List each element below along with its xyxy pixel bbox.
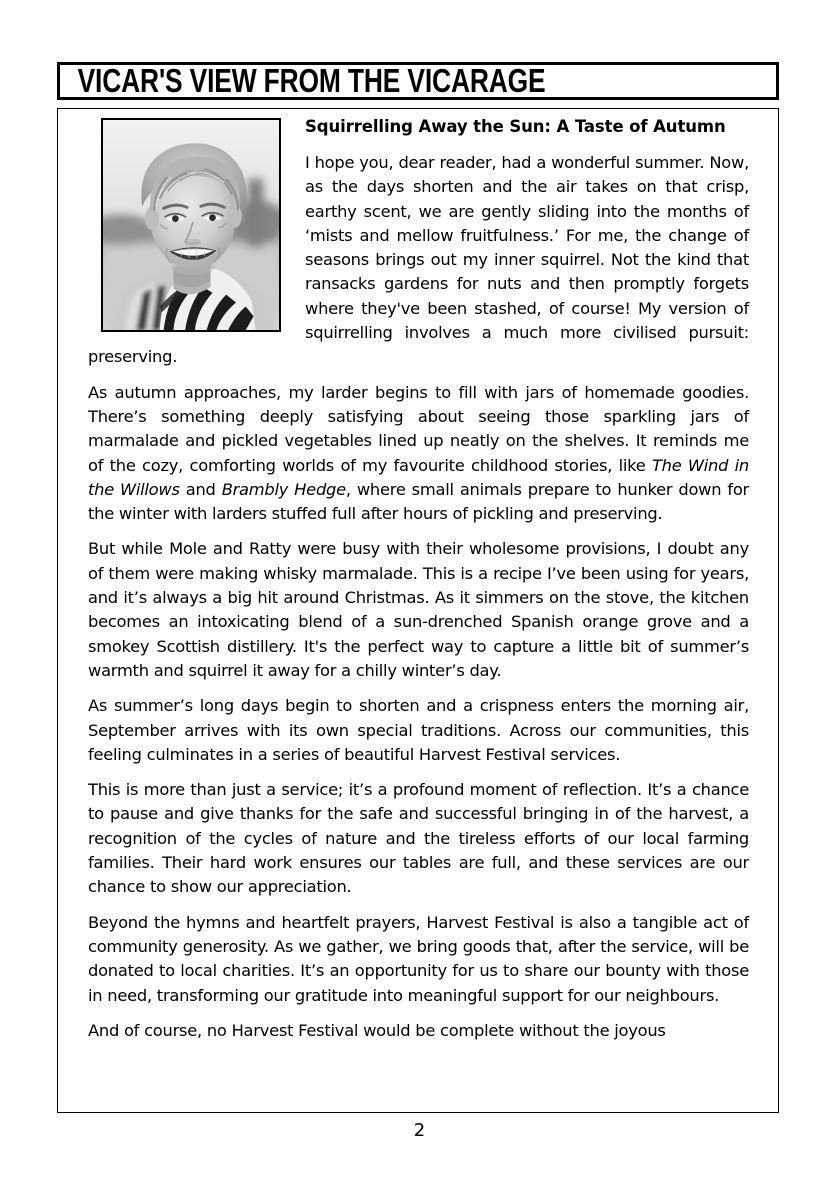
paragraph-6-text: Beyond the hymns and heartfelt prayers, Harvest Festival is also a tangible act of community generosity. As we gather, we bring goods that, after the service, will be donated to local charities. It’s an opportunity for us to share our bounty with those in need, transforming our gratitude into meaningful support for our neighbours.: [88, 912, 749, 1005]
paragraph-5: [88, 778, 749, 899]
paragraph-2-text-b: and: [179, 479, 222, 499]
paragraph-2-text-c: , where small animals prepare to hunker down for the winter with larders stuffed full after hours of pickling and preserving.: [88, 479, 749, 524]
section-title-box: [57, 62, 779, 100]
article-heading: Squirrelling Away the Sun: A Taste of Autumn: [305, 117, 726, 136]
vicar-portrait-photo: [101, 118, 281, 332]
portrait-image: [103, 120, 279, 330]
article-body: [88, 113, 749, 1043]
paragraph-2-text-a: As autumn approaches, my larder begins to fill with jars of homemade goodies. There’s something deeply satisfying about seeing those sparkling jars of marmalade and pickled vegetables lined up neatly on the shelves. It reminds me of the cozy, comforting worlds of my favourite childhood stories, like: [88, 382, 749, 475]
paragraph-7-continued: [88, 1019, 749, 1043]
book-title-brambly-hedge: Brambly Hedge: [221, 479, 346, 499]
page-number: 2: [413, 1120, 426, 1141]
section-title: VICAR'S VIEW FROM THE VICARAGE: [77, 61, 546, 99]
paragraph-7-text: And of course, no Harvest Festival would be complete without the joyous: [88, 1020, 666, 1040]
paragraph-6: [88, 911, 749, 1008]
paragraph-3-text: But while Mole and Ratty were busy with their wholesome provisions, I doubt any of them were making whisky marmalade. This is a recipe I’ve been using for years, and it’s always a big hit around Christmas. As it simmers on the stove, the kitchen becomes an intoxicating blend of a sun-drenched Spanish orange grove and a smokey Scottish distillery. It's the perfect way to capture a little bit of summer’s warmth and squirrel it away for a chilly winter’s day.: [88, 539, 749, 680]
book-title-wind-in-the-willows: The Wind in the Willows: [88, 455, 750, 499]
paragraph-2: [88, 381, 749, 527]
paragraph-5-text: This is more than just a service; it’s a profound moment of reflection. It’s a chance to pause and give thanks for the safe and successful bringing in of the harvest, a recognition of the cycles of nature and the tireless efforts of our local farming families. Their hard work ensures our tables are full, and these services are our chance to show our appreciation.: [88, 780, 749, 897]
paragraph-4-text: As summer’s long days begin to shorten and a crispness enters the morning air, September arrives with its own special traditions. Across our communities, this feeling culminates in a series of beautiful Harvest Festival services.: [88, 696, 749, 764]
paragraph-4: [88, 694, 749, 767]
article-frame: [57, 108, 779, 1113]
paragraph-3: [88, 537, 749, 683]
paragraph-1-text: I hope you, dear reader, had a wonderful summer. Now, as the days shorten and the air takes on that crisp, earthy scent, we are gently sliding into the months of ‘mists and mellow fruitfulness.’ For me, the change of seasons brings out my inner squirrel. Not the kind that ransacks gardens for nuts and then promptly forgets where they've been stashed, of course! My version of squirrelling involves a much more civilised pursuit: preserving.: [88, 153, 749, 367]
